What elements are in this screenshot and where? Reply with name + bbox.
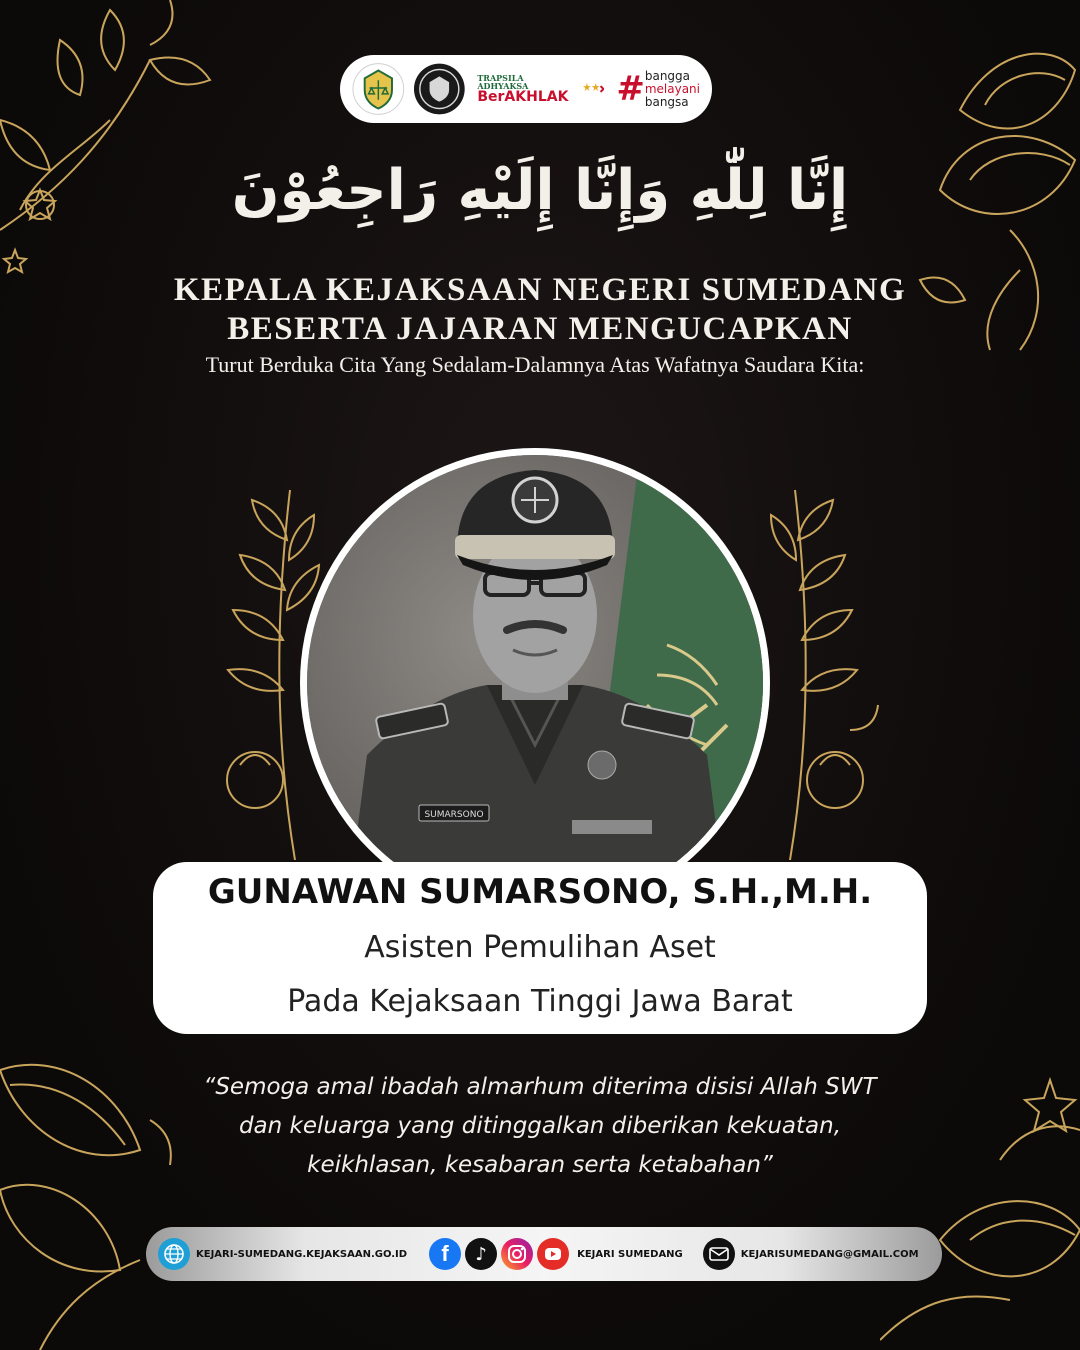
contact-footer: [146, 1227, 942, 1281]
logo-bar: [340, 55, 712, 123]
website-link[interactable]: KEJARI-SUMEDANG.KEJAKSAAN.GO.ID: [196, 1248, 408, 1260]
name-card: [153, 862, 927, 1034]
person-position-line-2: Pada Kejaksaan Tinggi Jawa Barat: [287, 984, 793, 1019]
headline-line-1: KEPALA KEJAKSAAN NEGERI SUMEDANG: [173, 272, 907, 308]
bangga-word-1: bangga: [644, 68, 691, 83]
youtube-icon[interactable]: [537, 1238, 569, 1270]
instagram-icon[interactable]: [501, 1238, 533, 1270]
facebook-icon[interactable]: f: [429, 1238, 461, 1270]
floral-right-branch-decoration: [760, 480, 880, 860]
condolence-subline: Turut Berduka Cita Yang Sedalam-Dalamnya Atas Wafatnya Saudara Kita:: [205, 352, 865, 377]
bangga-melayani-bangsa-logo: [616, 70, 700, 109]
person-name: GUNAWAN SUMARSONO, S.H.,M.H.: [207, 872, 873, 912]
prayer-quote-line-3: keikhlasan, kesabaran serta ketabahan”: [307, 1152, 773, 1178]
portrait-illustration: [307, 455, 763, 911]
bangga-word-3: bangsa: [644, 94, 689, 109]
hashtag-icon: #: [616, 69, 645, 109]
email-icon: [703, 1238, 735, 1270]
floral-top-left-decoration: [0, 0, 260, 280]
headline-line-2: BESERTA JAJARAN MENGUCAPKAN: [227, 311, 853, 347]
prayer-quote-line-1: “Semoga amal ibadah almarhum diterima disisi Allah SWT: [203, 1074, 877, 1100]
star-rating-icon: [583, 82, 604, 96]
portrait-photo: [307, 455, 763, 911]
floral-bottom-left-decoration: [0, 1010, 200, 1350]
arabic-calligraphy: إِنَّا لِلّٰهِ وَإِنَّا إِلَيْهِ رَاجِعُوْنَ: [231, 158, 849, 223]
kejaksaan-emblem-logo: [352, 62, 405, 116]
email-link[interactable]: KEJARISUMEDANG@GMAIL.COM: [740, 1248, 919, 1260]
bangga-word-2: melayani: [644, 81, 700, 96]
social-handle[interactable]: KEJARI SUMEDANG: [577, 1248, 683, 1260]
tiktok-icon[interactable]: ♪: [465, 1238, 497, 1270]
uniform-nametag: SUMARSONO: [424, 810, 484, 820]
berakhlak-logo: [477, 74, 575, 104]
prayer-quote-line-2: dan keluarga yang ditinggalkan diberikan kekuatan,: [238, 1113, 842, 1139]
globe-icon: [158, 1238, 190, 1270]
pancasila-seal-logo: [413, 62, 466, 116]
berakhlak-top-text: TRAPSILA ADHYAKSA: [477, 73, 529, 91]
berakhlak-main-text: BerAKHLAK: [477, 89, 569, 105]
person-position-line-1: Asisten Pemulihan Aset: [364, 930, 716, 965]
